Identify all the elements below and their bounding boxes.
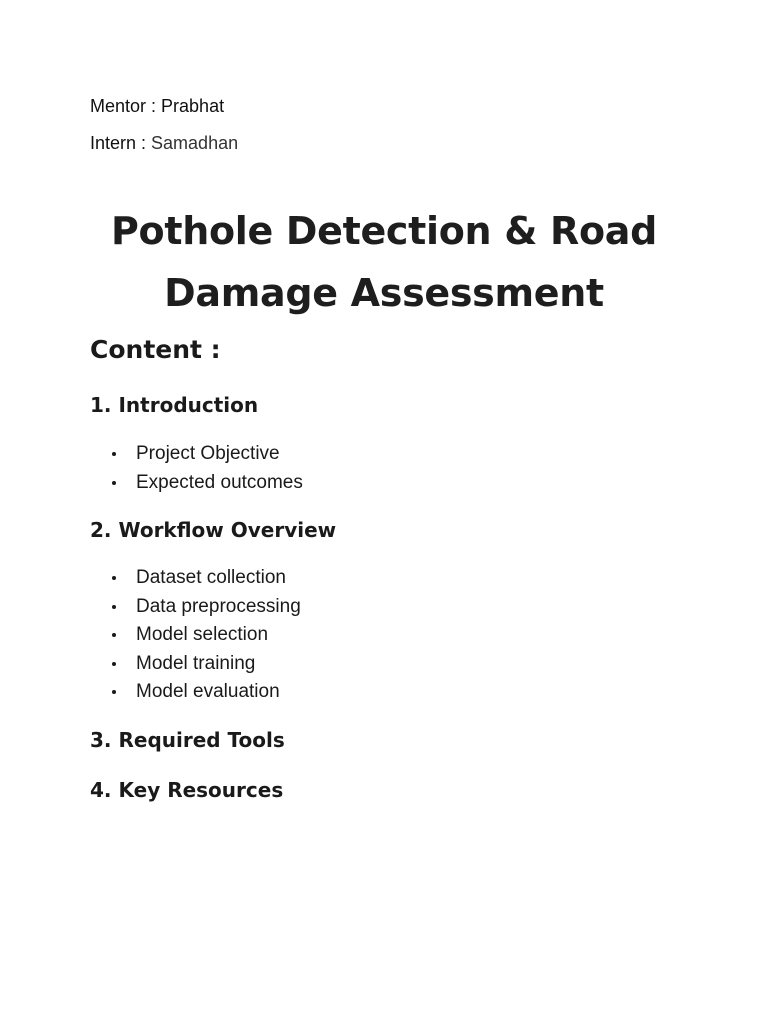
- mentor-label: Mentor :: [90, 96, 162, 116]
- mentor-name: Prabhat: [161, 96, 225, 116]
- bullet-icon: [112, 690, 116, 694]
- contents-heading: Content :: [90, 335, 221, 364]
- intern-label: Intern :: [90, 133, 152, 153]
- section-heading-key-resources: 4. Key Resources: [90, 778, 284, 802]
- bullet-icon: [112, 452, 116, 456]
- title-line-1: Pothole Detection & Road: [110, 209, 658, 253]
- bullet-icon: [112, 633, 116, 637]
- section-heading-introduction: 1. Introduction: [90, 393, 259, 417]
- section-heading-workflow-overview: 2. Workflow Overview: [90, 518, 337, 542]
- bullet-icon: [112, 605, 116, 609]
- bullet-icon: [112, 576, 116, 580]
- bullet-icon: [112, 662, 116, 666]
- bullet-icon: [112, 481, 116, 485]
- title-line-2: Damage Assessment: [164, 271, 604, 315]
- section-heading-required-tools: 3. Required Tools: [90, 728, 285, 752]
- mentor-line: [90, 95, 224, 117]
- document-page: Mentor : Prabhat Intern : Samadhan Pothole Detection & Road Damage Assessment Content : 1. Introduction Project Objective Expected outcomes 2. Workflow Overview Dataset collection Data preprocessing Model selection Model training Model evaluation 3. Required Tools 4. Key Resources: [0, 0, 768, 1024]
- document-title: [0, 200, 768, 324]
- intern-name: Samadhan: [151, 133, 239, 153]
- intern-line: [90, 132, 238, 154]
